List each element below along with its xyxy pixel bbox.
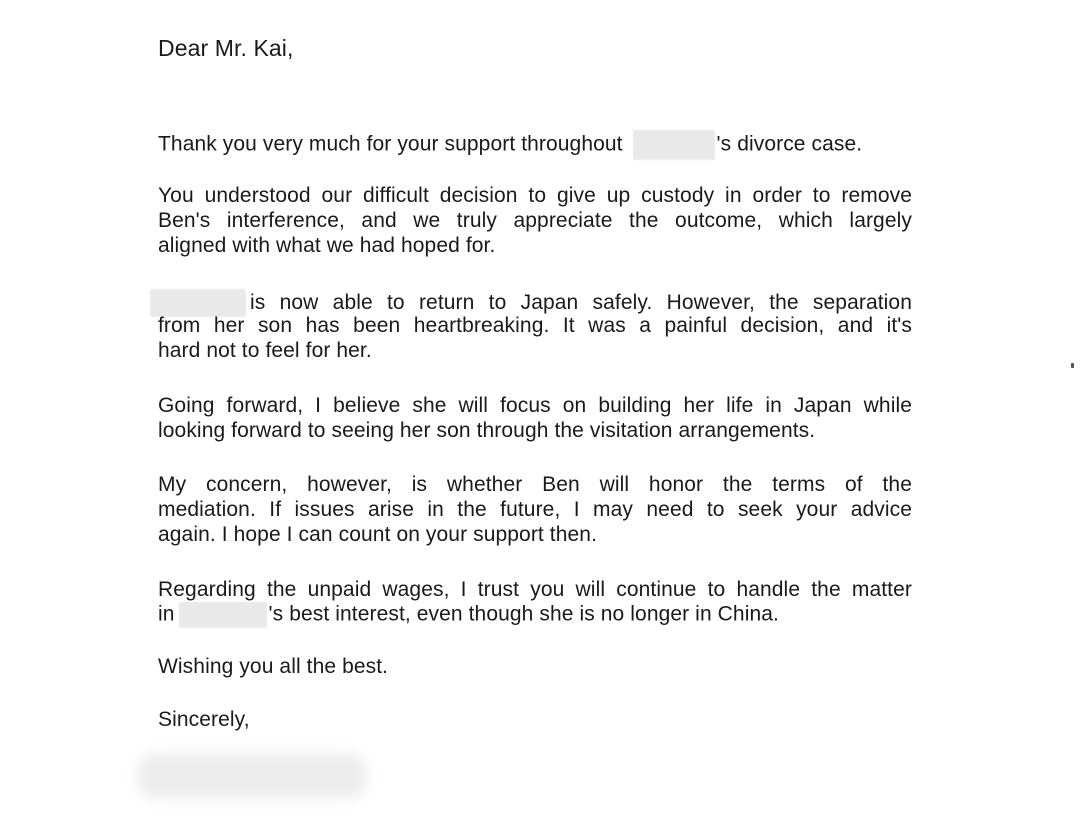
paragraph-5-line-2: mediation. If issues arise in the future, I may need to seek your advice: [158, 498, 912, 521]
paragraph-3-line-2: from her son has been heartbreaking. It was a painful decision, and it's: [158, 314, 912, 337]
paragraph-1-text-before: Thank you very much for your support throughout: [158, 132, 623, 156]
paragraph-1-line-1: [158, 130, 862, 160]
paragraph-3-text-after: is now able to return to Japan safely. However, the separation: [250, 291, 912, 314]
redacted-signature: [138, 754, 366, 798]
paragraph-6-line-2: [158, 602, 779, 628]
salutation: Dear Mr. Kai,: [158, 35, 294, 61]
redacted-name: [179, 602, 267, 628]
redacted-name: [150, 289, 246, 317]
scan-speck: [1071, 363, 1074, 368]
paragraph-4-line-2: looking forward to seeing her son through the visitation arrangements.: [158, 419, 816, 442]
paragraph-5-line-1: My concern, however, is whether Ben will honor the terms of the: [158, 473, 912, 496]
paragraph-6-text-after: 's best interest, even though she is no longer in China.: [268, 602, 779, 626]
paragraph-3-line-3: hard not to feel for her.: [158, 339, 372, 362]
paragraph-3-line-1: [150, 289, 912, 317]
paragraph-2-line-2: Ben's interference, and we truly appreciate the outcome, which largely: [158, 209, 912, 232]
closing-wish: Wishing you all the best.: [158, 655, 389, 678]
paragraph-4-line-1: Going forward, I believe she will focus on building her life in Japan while: [158, 394, 912, 417]
paragraph-2-line-3: aligned with what we had hoped for.: [158, 234, 496, 257]
paragraph-1-text-after: 's divorce case.: [716, 132, 863, 156]
paragraph-6-text-before: in: [158, 602, 175, 626]
paragraph-5-line-3: again. I hope I can count on your support then.: [158, 523, 598, 546]
redacted-name: [633, 130, 715, 160]
paragraph-6-line-1: Regarding the unpaid wages, I trust you will continue to handle the matter: [158, 578, 912, 601]
signoff: Sincerely,: [158, 708, 250, 731]
paragraph-2-line-1: You understood our difficult decision to give up custody in order to remove: [158, 184, 912, 207]
